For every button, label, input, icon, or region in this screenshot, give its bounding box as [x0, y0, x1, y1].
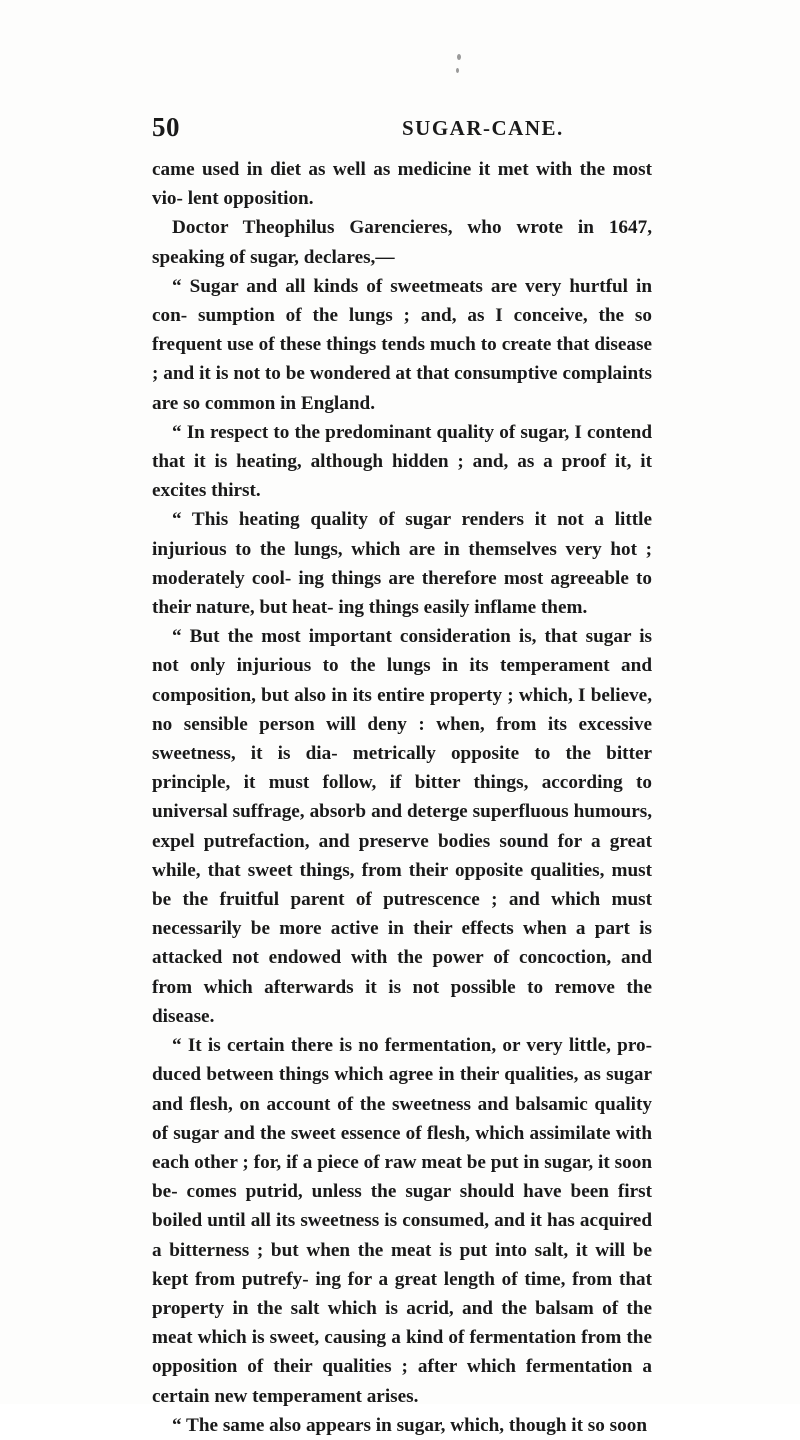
- quoted-paragraph: “ But the most important consideration is, that sugar is not only injurious to the lungs in its temperament and composition, but also in its entire property ; which, I believe, no sensible person will deny : when, from its excessive sweetness, it is dia- metrically opposite to the bitter principle, it must follow, if bitter things, according to universal suffrage, absorb and deterge superfluous humours, expel putrefaction, and preserve bodies sound for a great while, that sweet things, from their opposite qualities, must be the fruitful parent of putrescence ; and which must necessarily be more active in their effects when a part is attacked not endowed with the power of concoction, and from which afterwards it is not possible to remove the disease.: [152, 626, 652, 1027]
- paragraph: Doctor Theophilus Garencieres, who wrote in 1647, speaking of sugar, declares,—: [152, 217, 652, 268]
- paper-speck: [456, 68, 459, 73]
- quoted-paragraph: “ This heating quality of sugar renders it not a little injurious to the lungs, which are in themselves very hot ; moderately cool- ing things are therefore most agreeable to their nature, but heat- ing things easily inflame them.: [152, 509, 652, 619]
- paper-speck: [457, 54, 461, 60]
- body-text: [152, 155, 652, 1440]
- running-title: SUGAR-CANE.: [402, 116, 564, 140]
- running-head: [152, 112, 672, 146]
- quoted-paragraph: “ The same also appears in sugar, which, though it so soon: [172, 1414, 647, 1436]
- quoted-paragraph: “ In respect to the predominant quality of sugar, I contend that it is heating, although hidden ; and, as a proof it, it excites thirst.: [152, 421, 652, 502]
- paragraph-continuation: came used in diet as well as medicine it met with the most vio- lent opposition.: [152, 159, 652, 210]
- quoted-paragraph: “ Sugar and all kinds of sweetmeats are very hurtful in con- sumption of the lungs ; and, as I conceive, the so frequent use of these things tends much to create that disease ; and it is not to be wondered at that consumptive complaints are so common in England.: [152, 275, 652, 414]
- page-number: 50: [152, 112, 180, 142]
- quoted-paragraph: “ It is certain there is no fermentation, or very little, pro- duced between things which agree in their qualities, as sugar and flesh, on account of the sweetness and balsamic quality of sugar and the sweet essence of flesh, which assimilate with each other ; for, if a piece of raw meat be put in sugar, it soon be- comes putrid, unless the sugar should have been first boiled until all its sweetness is consumed, and it has acquired a bitterness ; but when the meat is put into salt, it will be kept from putrefy- ing for a great length of time, from that property in the salt which is acrid, and the balsam of the meat which is sweet, causing a kind of fermentation from the opposition of their qualities ; after which fermentation a certain new temperament arises.: [152, 1035, 652, 1407]
